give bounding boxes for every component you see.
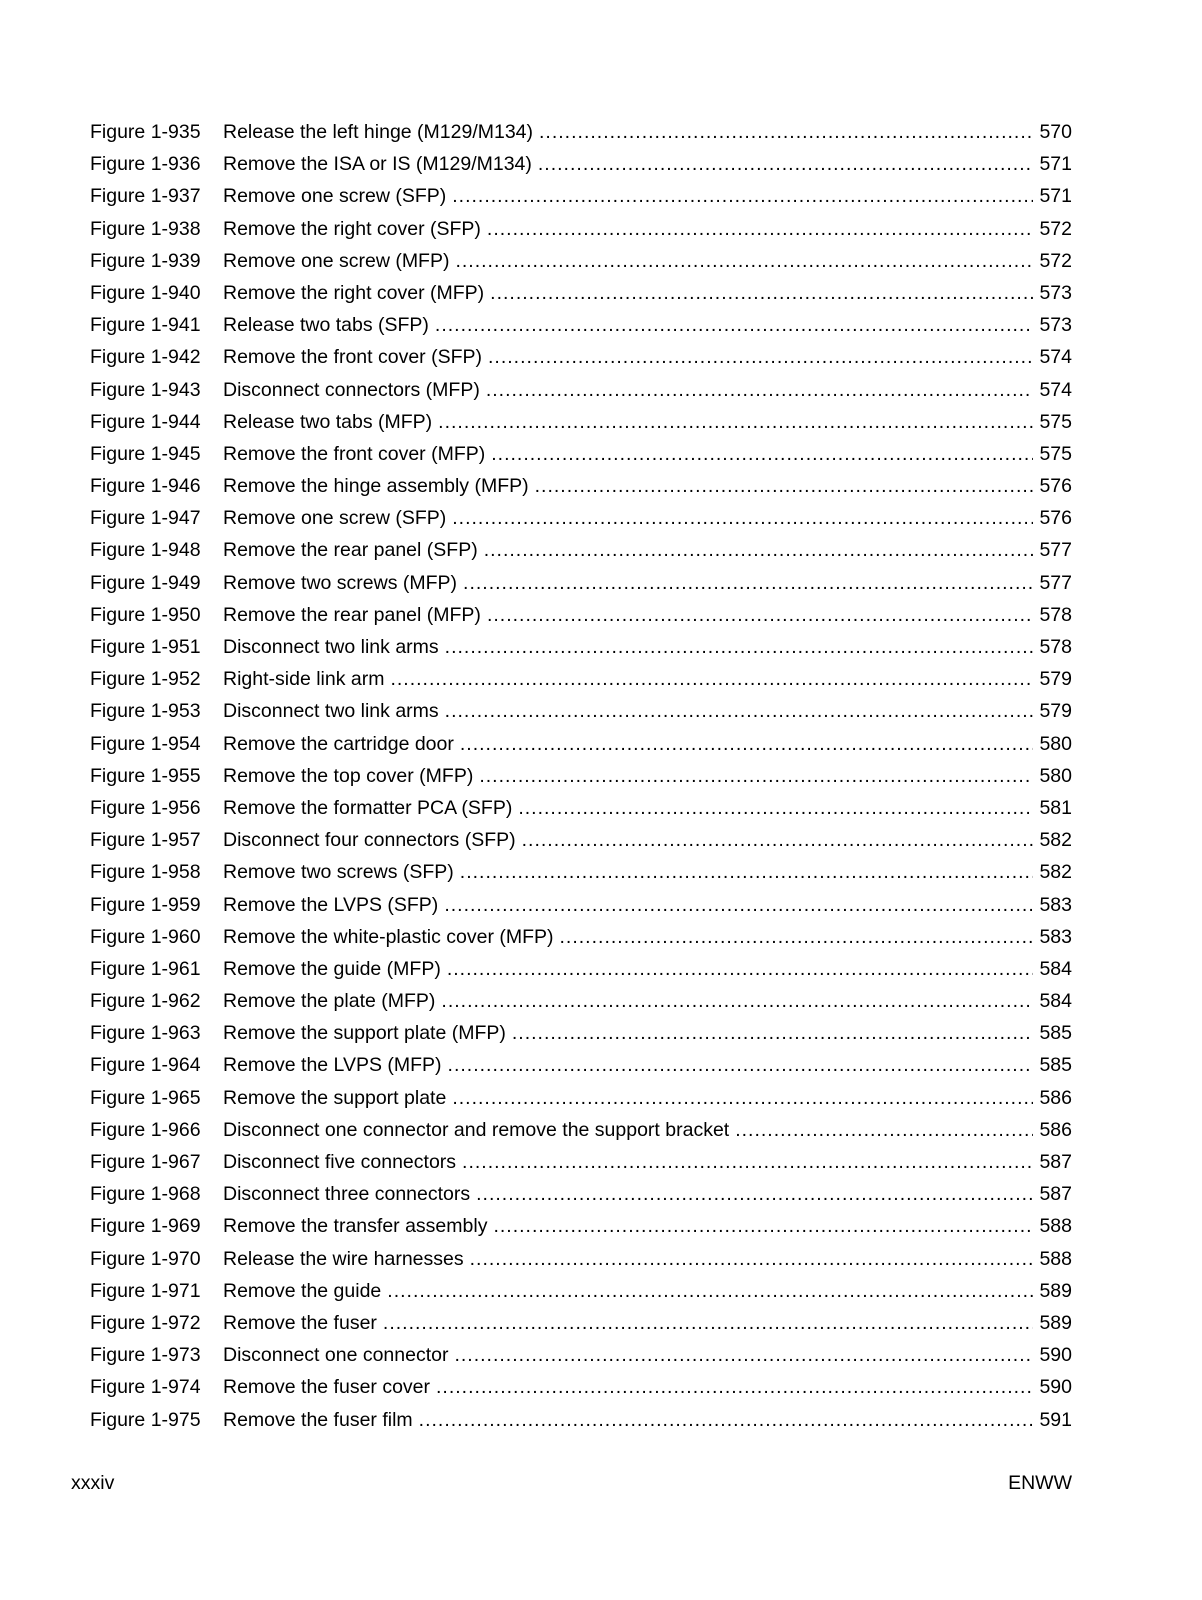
toc-entry[interactable] — [90, 663, 1072, 695]
figure-label: Figure 1-948 — [90, 539, 201, 562]
dot-leader — [460, 728, 1034, 760]
page-number: 583 — [1039, 925, 1072, 948]
figure-title: Remove the hinge assembly (MFP) — [223, 475, 529, 498]
figure-title: Remove one screw (SFP) — [223, 507, 447, 530]
page-number: 585 — [1039, 1022, 1072, 1045]
figure-title: Remove the front cover (SFP) — [223, 346, 483, 369]
page-number: 573 — [1039, 314, 1072, 337]
page-number: 586 — [1039, 1086, 1072, 1109]
page-number: 577 — [1039, 571, 1072, 594]
page-number: 582 — [1039, 861, 1072, 884]
figure-title: Remove the right cover (SFP) — [223, 217, 481, 240]
figure-label: Figure 1-956 — [90, 796, 201, 819]
toc-entry[interactable] — [90, 277, 1072, 309]
dot-leader — [493, 1210, 1033, 1242]
page-number: 578 — [1039, 603, 1072, 626]
figure-title: Disconnect one connector — [223, 1344, 449, 1367]
figure-label: Figure 1-973 — [90, 1344, 201, 1367]
page-number: 584 — [1039, 990, 1072, 1013]
page-number: 590 — [1039, 1344, 1072, 1367]
figure-title: Remove the white-plastic cover (MFP) — [223, 925, 554, 948]
toc-entry[interactable] — [90, 1371, 1072, 1403]
dot-leader — [441, 985, 1033, 1017]
figure-label: Figure 1-950 — [90, 603, 201, 626]
figure-title: Remove one screw (SFP) — [223, 185, 447, 208]
figure-title: Disconnect two link arms — [223, 700, 439, 723]
toc-entry[interactable] — [90, 341, 1072, 373]
figure-label: Figure 1-964 — [90, 1054, 201, 1077]
dot-leader — [535, 470, 1034, 502]
figure-title: Release two tabs (SFP) — [223, 314, 429, 337]
figure-title: Disconnect four connectors (SFP) — [223, 829, 516, 852]
dot-leader — [735, 1114, 1033, 1146]
dot-leader — [445, 631, 1034, 663]
figure-title: Remove the rear panel (MFP) — [223, 603, 481, 626]
dot-leader — [435, 309, 1034, 341]
figure-label: Figure 1-947 — [90, 507, 201, 530]
figure-label: Figure 1-962 — [90, 990, 201, 1013]
figure-label: Figure 1-938 — [90, 217, 201, 240]
figure-label: Figure 1-951 — [90, 636, 201, 658]
toc-entry[interactable] — [90, 824, 1072, 856]
dot-leader — [455, 245, 1033, 277]
toc-entry[interactable] — [90, 1178, 1072, 1210]
page-number: 572 — [1039, 249, 1072, 272]
page-number: 575 — [1039, 442, 1072, 465]
page-number: 581 — [1039, 796, 1072, 819]
figure-title: Remove two screws (MFP) — [223, 571, 458, 594]
page-number: 590 — [1039, 1376, 1072, 1399]
figure-title: Right-side link arm — [223, 668, 385, 691]
figure-title: Remove the rear panel (SFP) — [223, 539, 478, 562]
dot-leader — [488, 341, 1033, 373]
figure-label: Figure 1-975 — [90, 1408, 201, 1431]
figure-title: Remove the LVPS (SFP) — [223, 893, 439, 916]
figure-label: Figure 1-958 — [90, 861, 201, 884]
figure-title: Remove the guide — [223, 1279, 382, 1302]
figure-label: Figure 1-940 — [90, 281, 201, 304]
figure-title: Release the wire harnesses — [223, 1247, 464, 1270]
toc-entry[interactable] — [90, 534, 1072, 566]
figure-title: Remove the LVPS (MFP) — [223, 1054, 442, 1077]
figure-label: Figure 1-935 — [90, 121, 201, 143]
figure-label: Figure 1-968 — [90, 1183, 201, 1206]
figure-title: Disconnect one connector and remove the support bracket — [223, 1118, 730, 1141]
figure-label: Figure 1-939 — [90, 249, 201, 272]
toc-entry[interactable] — [90, 985, 1072, 1017]
toc-entry[interactable] — [90, 374, 1072, 406]
page-number: 573 — [1039, 281, 1072, 304]
page-number: 578 — [1039, 636, 1072, 658]
page-number: 584 — [1039, 957, 1072, 980]
dot-leader — [462, 1146, 1033, 1178]
dot-leader — [383, 1307, 1034, 1339]
page-number: 570 — [1039, 121, 1072, 143]
dot-leader — [539, 116, 1033, 148]
figure-title: Remove the cartridge door — [223, 732, 454, 755]
figure-title: Remove the fuser cover — [223, 1376, 431, 1399]
figure-title: Remove the guide (MFP) — [223, 957, 441, 980]
toc-entry[interactable] — [90, 1307, 1072, 1339]
figure-label: Figure 1-946 — [90, 475, 201, 498]
figure-title: Remove the top cover (MFP) — [223, 764, 474, 787]
page-number: 588 — [1039, 1247, 1072, 1270]
dot-leader — [452, 180, 1033, 212]
toc-entry[interactable] — [90, 1049, 1072, 1081]
toc-entry[interactable] — [90, 631, 1072, 663]
figure-title: Disconnect connectors (MFP) — [223, 378, 480, 401]
toc-entry[interactable] — [90, 1404, 1072, 1436]
figure-label: Figure 1-937 — [90, 185, 201, 208]
figure-title: Remove the front cover (MFP) — [223, 442, 486, 465]
page-number: 576 — [1039, 475, 1072, 498]
dot-leader — [484, 534, 1034, 566]
figure-label: Figure 1-969 — [90, 1215, 201, 1238]
figure-title: Remove the ISA or IS (M129/M134) — [223, 153, 532, 176]
figure-label: Figure 1-952 — [90, 668, 201, 691]
figure-title: Remove the formatter PCA (SFP) — [223, 796, 513, 819]
toc-entry[interactable] — [90, 116, 1072, 148]
figure-label: Figure 1-941 — [90, 314, 201, 337]
dot-leader — [518, 792, 1033, 824]
dot-leader — [486, 374, 1034, 406]
toc-entry[interactable] — [90, 760, 1072, 792]
toc-entry[interactable] — [90, 438, 1072, 470]
footer-doc-code: ENWW — [1008, 1472, 1072, 1494]
figure-label: Figure 1-974 — [90, 1376, 201, 1399]
page-number: 574 — [1039, 378, 1072, 401]
dot-leader — [438, 406, 1033, 438]
figure-label: Figure 1-957 — [90, 829, 201, 852]
figure-label: Figure 1-953 — [90, 700, 201, 723]
figure-title: Disconnect two link arms — [223, 636, 439, 658]
page-number: 576 — [1039, 507, 1072, 530]
figure-label: Figure 1-965 — [90, 1086, 201, 1109]
dot-leader — [419, 1404, 1034, 1436]
toc-entry[interactable] — [90, 406, 1072, 438]
page-number: 591 — [1039, 1408, 1072, 1431]
page-number: 575 — [1039, 410, 1072, 433]
list-of-figures — [90, 116, 1072, 1436]
toc-entry[interactable] — [90, 1146, 1072, 1178]
toc-entry[interactable] — [90, 245, 1072, 277]
figure-label: Figure 1-949 — [90, 571, 201, 594]
figure-title: Disconnect three connectors — [223, 1183, 471, 1206]
page-number: 571 — [1039, 153, 1072, 176]
figure-label: Figure 1-961 — [90, 957, 201, 980]
figure-title: Remove the fuser — [223, 1311, 377, 1334]
dot-leader — [512, 1017, 1034, 1049]
figure-label: Figure 1-945 — [90, 442, 201, 465]
page-number: 580 — [1039, 764, 1072, 787]
dot-leader — [445, 695, 1034, 727]
toc-entry[interactable] — [90, 213, 1072, 245]
dot-leader — [387, 1275, 1033, 1307]
dot-leader — [476, 1178, 1033, 1210]
figure-label: Figure 1-971 — [90, 1279, 201, 1302]
toc-entry[interactable] — [90, 309, 1072, 341]
dot-leader — [460, 856, 1034, 888]
dot-leader — [470, 1243, 1034, 1275]
page-number: 572 — [1039, 217, 1072, 240]
figure-label: Figure 1-944 — [90, 410, 201, 433]
toc-entry[interactable] — [90, 792, 1072, 824]
toc-entry[interactable] — [90, 599, 1072, 631]
page-number: 585 — [1039, 1054, 1072, 1077]
toc-entry[interactable] — [90, 695, 1072, 727]
dot-leader — [538, 148, 1034, 180]
figure-title: Remove the support plate — [223, 1086, 447, 1109]
page-number: 586 — [1039, 1118, 1072, 1141]
figure-title: Remove the support plate (MFP) — [223, 1022, 506, 1045]
dot-leader — [491, 438, 1033, 470]
dot-leader — [454, 1339, 1033, 1371]
page-number: 583 — [1039, 893, 1072, 916]
figure-title: Remove the fuser film — [223, 1408, 413, 1431]
dot-leader — [447, 953, 1034, 985]
toc-entry[interactable] — [90, 1114, 1072, 1146]
page-number: 582 — [1039, 829, 1072, 852]
figure-label: Figure 1-970 — [90, 1247, 201, 1270]
toc-entry[interactable] — [90, 567, 1072, 599]
figure-label: Figure 1-943 — [90, 378, 201, 401]
toc-entry[interactable] — [90, 180, 1072, 212]
toc-entry[interactable] — [90, 1210, 1072, 1242]
page-number: 579 — [1039, 700, 1072, 723]
figure-label: Figure 1-954 — [90, 732, 201, 755]
figure-label: Figure 1-967 — [90, 1151, 201, 1173]
figure-title: Remove the right cover (MFP) — [223, 281, 485, 304]
page-number: 589 — [1039, 1311, 1072, 1334]
toc-entry[interactable] — [90, 921, 1072, 953]
page-number: 588 — [1039, 1215, 1072, 1238]
toc-entry[interactable] — [90, 148, 1072, 180]
figure-label: Figure 1-960 — [90, 925, 201, 948]
figure-title: Remove one screw (MFP) — [223, 249, 450, 272]
figure-label: Figure 1-972 — [90, 1311, 201, 1334]
toc-entry[interactable] — [90, 502, 1072, 534]
page-number: 587 — [1039, 1183, 1072, 1206]
toc-entry[interactable] — [90, 470, 1072, 502]
figure-label: Figure 1-955 — [90, 764, 201, 787]
toc-entry[interactable] — [90, 1275, 1072, 1307]
figure-title: Release two tabs (MFP) — [223, 410, 433, 433]
page-number: 577 — [1039, 539, 1072, 562]
dot-leader — [479, 760, 1033, 792]
dot-leader — [560, 921, 1034, 953]
toc-entry[interactable] — [90, 1017, 1072, 1049]
dot-leader — [490, 277, 1033, 309]
figure-label: Figure 1-963 — [90, 1022, 201, 1045]
dot-leader — [452, 502, 1033, 534]
dot-leader — [487, 213, 1034, 245]
dot-leader — [448, 1049, 1034, 1081]
toc-entry[interactable] — [90, 1082, 1072, 1114]
toc-entry[interactable] — [90, 856, 1072, 888]
toc-entry[interactable] — [90, 1339, 1072, 1371]
toc-entry[interactable] — [90, 953, 1072, 985]
dot-leader — [444, 889, 1033, 921]
figure-label: Figure 1-966 — [90, 1118, 201, 1141]
dot-leader — [522, 824, 1034, 856]
footer-page-number: xxxiv — [71, 1472, 115, 1494]
page-number: 571 — [1039, 185, 1072, 208]
page-number: 579 — [1039, 668, 1072, 691]
figure-title: Remove two screws (SFP) — [223, 861, 454, 884]
figure-title: Remove the transfer assembly — [223, 1215, 488, 1238]
toc-entry[interactable] — [90, 889, 1072, 921]
page-number: 574 — [1039, 346, 1072, 369]
figure-label: Figure 1-959 — [90, 893, 201, 916]
figure-label: Figure 1-942 — [90, 346, 201, 369]
figure-title: Disconnect five connectors — [223, 1151, 457, 1173]
dot-leader — [436, 1371, 1033, 1403]
toc-entry[interactable] — [90, 1243, 1072, 1275]
dot-leader — [487, 599, 1034, 631]
page-number: 580 — [1039, 732, 1072, 755]
figure-label: Figure 1-936 — [90, 153, 201, 176]
page-number: 587 — [1039, 1151, 1072, 1173]
dot-leader — [463, 567, 1033, 599]
figure-title: Release the left hinge (M129/M134) — [223, 121, 534, 143]
toc-entry[interactable] — [90, 728, 1072, 760]
figure-title: Remove the plate (MFP) — [223, 990, 436, 1013]
page-number: 589 — [1039, 1279, 1072, 1302]
dot-leader — [452, 1082, 1033, 1114]
dot-leader — [390, 663, 1033, 695]
